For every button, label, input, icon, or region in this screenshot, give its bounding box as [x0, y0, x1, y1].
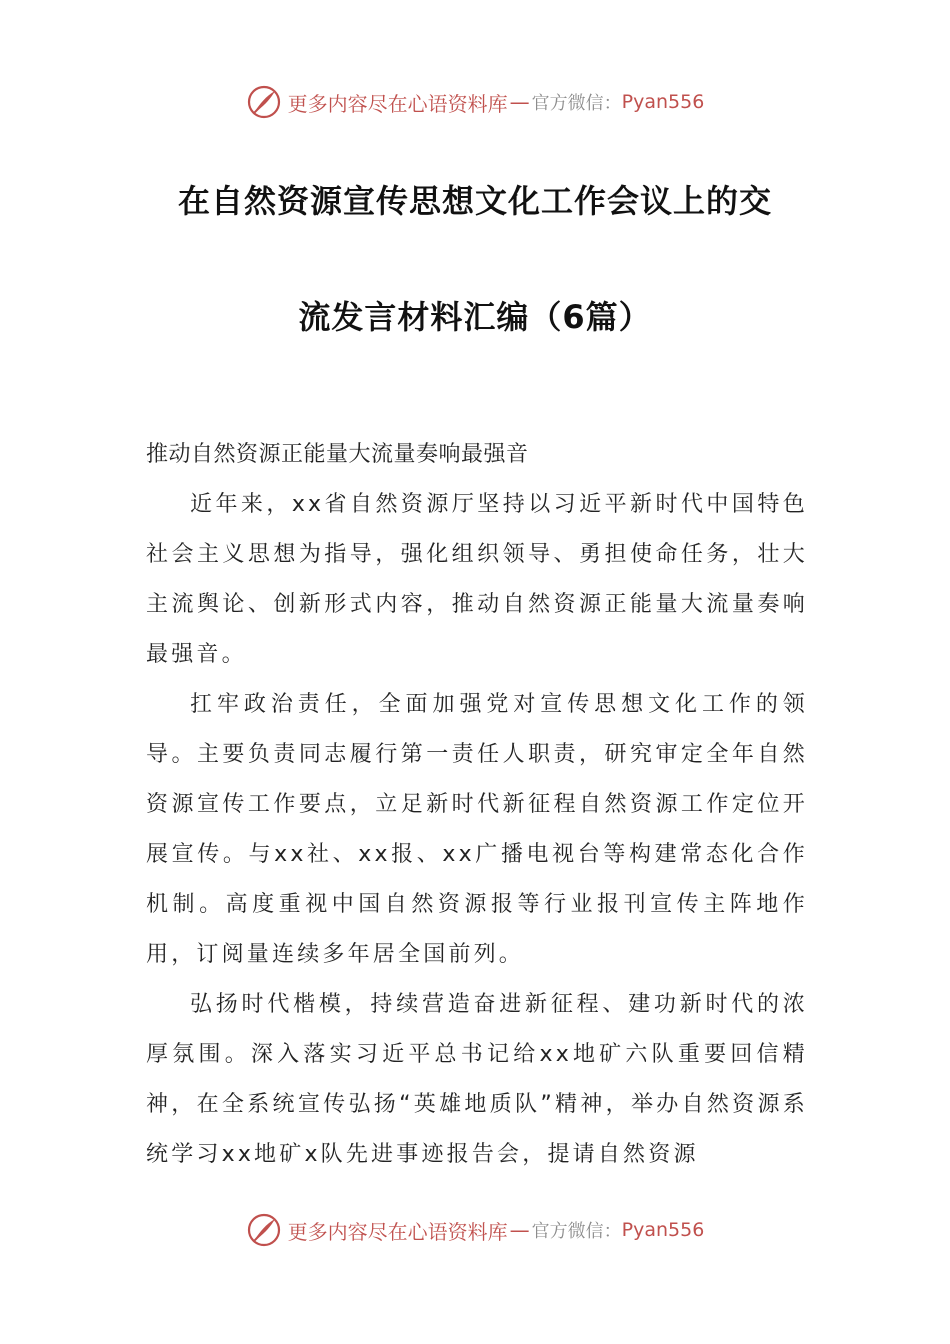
paragraph: 近年来，xx省自然资源厅坚持以习近平新时代中国特色社会主义思想为指导，强化组织领导、勇担使命任务，壮大主流舆论、创新形式内容，推动自然资源正能量大流量奏响最强音。 — [146, 492, 808, 667]
banner-separator: — — [509, 1218, 530, 1242]
paragraph-3-block — [146, 980, 808, 1180]
banner-slogan: 更多内容尽在心语资料库 — [287, 91, 508, 116]
paragraph: 弘扬时代楷模，持续营造奋进新征程、建功新时代的浓厚氛围。深入落实习近平总书记给xx地矿六队重要回信精神，在全系统宣传弘扬“英雄地质队”精神，举办自然资源系统学习xx地矿x队先进事迹报告会，提请自然资源 — [146, 992, 808, 1167]
banner-contact-label: 官方微信： — [531, 1221, 622, 1242]
banner-contact-id: Pyan556 — [621, 1219, 705, 1241]
section-subheading: 推动自然资源正能量大流量奏响最强音 — [146, 442, 529, 467]
header-banner — [0, 80, 950, 124]
quill-pen-icon — [246, 84, 282, 120]
paragraph-1-block — [146, 480, 808, 680]
banner-contact-label: 官方微信： — [531, 93, 622, 114]
quill-pen-icon — [246, 1212, 282, 1248]
banner-slogan: 更多内容尽在心语资料库 — [287, 1219, 508, 1244]
paragraph: 扛牢政治责任，全面加强党对宣传思想文化工作的领导。主要负责同志履行第一责任人职责，研究审定全年自然资源宣传工作要点，立足新时代新征程自然资源工作定位开展宣传。与xx社、xx报、xx广播电视台等构建常态化合作机制。高度重视中国自然资源报等行业报刊宣传主阵地作用，订阅量连续多年居全国前列。 — [146, 692, 808, 967]
banner-contact-id: Pyan556 — [621, 91, 705, 113]
document-title-line-1: 在自然资源宣传思想文化工作会议上的交 — [177, 182, 772, 220]
paragraph-2-block — [146, 680, 808, 980]
banner-separator: — — [509, 90, 530, 114]
document-title-line-2: 流发言材料汇编（6篇） — [298, 298, 652, 336]
footer-banner — [0, 1208, 950, 1252]
